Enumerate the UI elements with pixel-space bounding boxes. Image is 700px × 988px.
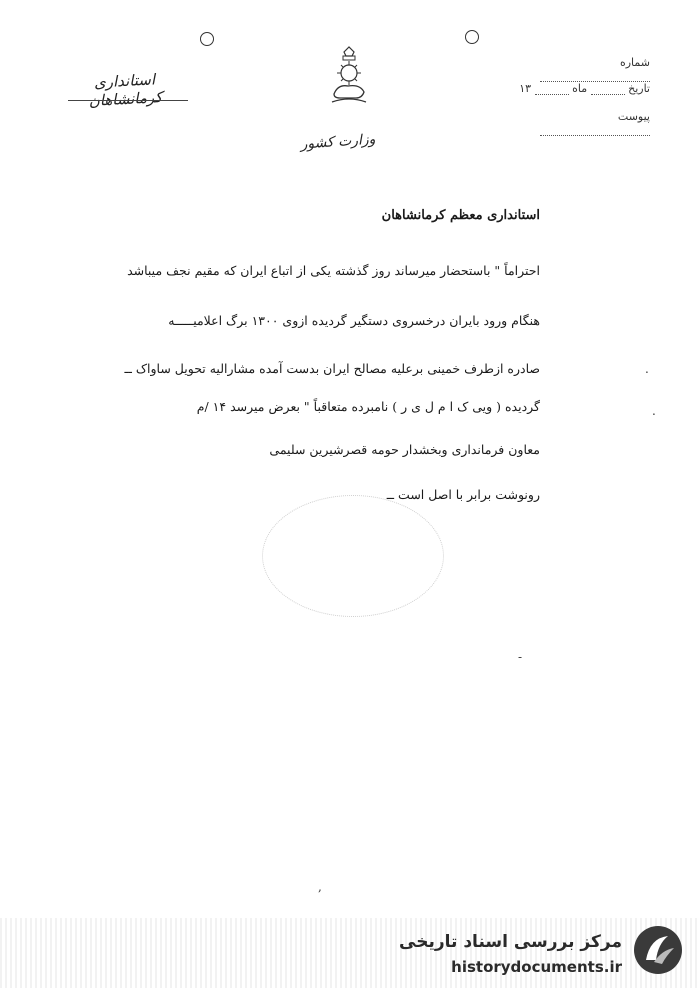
letter-line-5: معاون فرمانداری وبخشدار حومه قصرشیرین سلیمی [269,442,540,457]
footer-url: historydocuments.ir [451,958,622,976]
attachment-label: پیوست [617,110,650,123]
office-underline [68,100,188,101]
date-line [591,94,625,95]
ministry-name: وزارت کشور [300,131,376,153]
office-name: استانداری کرمانشاهان [88,70,163,110]
footer-band [0,918,700,988]
date-label: تاریخ [628,82,650,95]
letter-line-3: صادره ازطرف خمینی برعلیه مصالح ایران بدست آمده مشارالیه تحویل ساواک ــ [124,361,540,376]
month-label: ماه [572,82,588,95]
margin-mark-2: . [652,404,656,418]
emblem-icon [326,46,372,106]
punch-hole-right [465,30,479,44]
faint-stamp [262,495,444,617]
punch-hole-left [200,32,214,46]
letter-line-1: احتراماً " باستحضار میرساند روز گذشته یکی از اتباع ایران که مقیم نجف میباشد [127,263,540,278]
number-field [510,56,650,82]
footer-title: مرکز بررسی اسناد تاریخی [399,932,622,952]
margin-mark-1: . [645,362,649,376]
date-field [510,82,650,95]
letter-line-4: گردیده ( ویی ک ا م ل ی ر ) نامبرده متعاقباً " بعرض میرسد ۱۴ /م [196,399,540,414]
number-label: شماره [619,56,650,69]
margin-mark-4: , [318,880,322,894]
year-value: ۱۳ [519,82,532,95]
margin-mark-3: - [518,650,523,664]
archive-logo-icon [632,924,684,976]
letter-line-6: رونوشت برابر با اصل است ــ [386,487,540,502]
letter-addressee: استانداری معظم کرمانشاهان [381,208,540,223]
month-line [535,94,569,95]
letter-line-2: هنگام ورود بایران درخسروی دستگیر گردیده ازوی ۱۳۰۰ برگ اعلامیـــــه [168,313,540,328]
attachment-field [510,110,650,136]
attachment-line [540,135,650,136]
